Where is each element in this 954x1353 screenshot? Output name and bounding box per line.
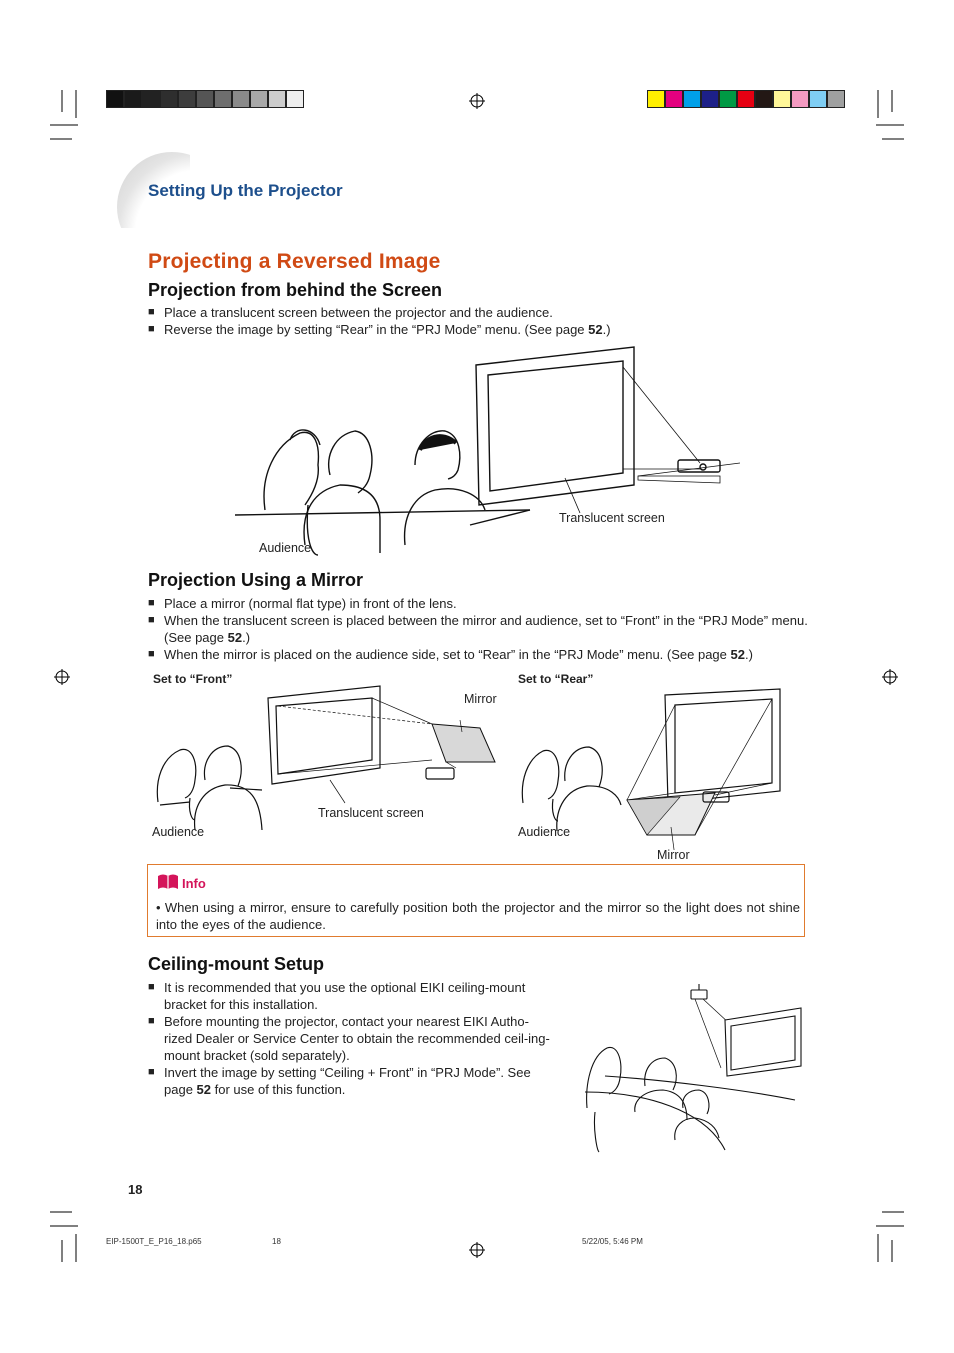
info-title: Info [182,876,206,891]
list-item: ■ Reverse the image by setting “Rear” in the “PRJ Mode” menu. (See page 52.) [148,322,611,337]
behind-screen-heading: Projection from behind the Screen [148,280,443,300]
list-item: ■ It is recommended that you use the optional EIKI ceiling-mount bracket for this installation. [148,980,526,1012]
registration-mark-bottom [469,1242,485,1258]
calibration-swatch [827,90,845,108]
calibration-swatch [214,90,232,108]
calibration-swatch [719,90,737,108]
label-audience: Audience [259,541,312,555]
calibration-swatch [701,90,719,108]
behind-screen-bullets [148,304,818,338]
footer-date: 5/22/05, 5:46 PM [582,1237,643,1246]
calibration-swatch [683,90,701,108]
calibration-swatch [791,90,809,108]
calibration-swatch [124,90,142,108]
calibration-swatch [286,90,304,108]
label-mirror-front: Mirror [464,692,497,706]
mirror-heading: Projection Using a Mirror [148,570,364,590]
section-title: Setting Up the Projector [148,181,343,200]
label-set-rear: Set to “Rear” [518,672,594,686]
calibration-swatch [178,90,196,108]
ceiling-heading: Ceiling-mount Setup [148,954,324,974]
book-icon [157,873,179,891]
registration-mark-top [469,93,485,109]
list-item: ■ Place a translucent screen between the projector and the audience. [148,305,553,320]
calibration-swatch [755,90,773,108]
calibration-swatch [737,90,755,108]
footer-file: EIP-1500T_E_P16_18.p65 [106,1237,202,1246]
grayscale-calibration-bar [106,90,304,108]
calibration-swatch [160,90,178,108]
calibration-swatch [250,90,268,108]
ceiling-bullets [148,979,552,1098]
info-text: • When using a mirror, ensure to carefully position both the projector and the mirror so the light does not shine into the eyes of the audience. [156,900,800,932]
list-item: ■ Before mounting the projector, contact your nearest EIKI Autho-rized Dealer or Service Center to obtain the recommended ceil-ing-mount bracket (sold separately). [148,1014,550,1063]
calibration-swatch [142,90,160,108]
registration-mark-left [54,669,70,685]
calibration-swatch [647,90,665,108]
label-translucent-screen: Translucent screen [559,511,665,525]
calibration-swatch [196,90,214,108]
label-set-front: Set to “Front” [153,672,233,686]
label-audience-rear: Audience [518,825,571,839]
label-audience-front: Audience [152,825,205,839]
list-item: ■ When the mirror is placed on the audience side, set to “Rear” in the “PRJ Mode” menu. (See page 52.) [148,647,753,662]
color-calibration-bar [647,90,845,108]
calibration-swatch [268,90,286,108]
mirror-bullets [148,595,810,663]
calibration-swatch [665,90,683,108]
calibration-swatch [809,90,827,108]
list-item: ■ Invert the image by setting “Ceiling + Front” in “PRJ Mode”. See page 52 for use of this function. [148,1065,531,1097]
label-translucent-front: Translucent screen [318,806,424,820]
ceiling-mount-illustration [575,980,805,1155]
mirror-front-illustration [150,680,510,845]
page-title: Projecting a Reversed Image [148,250,441,273]
calibration-swatch [106,90,124,108]
registration-mark-right [882,669,898,685]
list-item: ■ Place a mirror (normal flat type) in front of the lens. [148,596,457,611]
page-number: 18 [128,1182,143,1197]
calibration-swatch [773,90,791,108]
footer-page: 18 [272,1237,281,1246]
behind-screen-illustration [230,345,750,560]
list-item: ■ When the translucent screen is placed between the mirror and audience, set to “Front” in the “PRJ Mode” menu. (See page 52.) [148,613,808,645]
label-mirror-rear: Mirror [657,848,690,862]
calibration-swatch [232,90,250,108]
